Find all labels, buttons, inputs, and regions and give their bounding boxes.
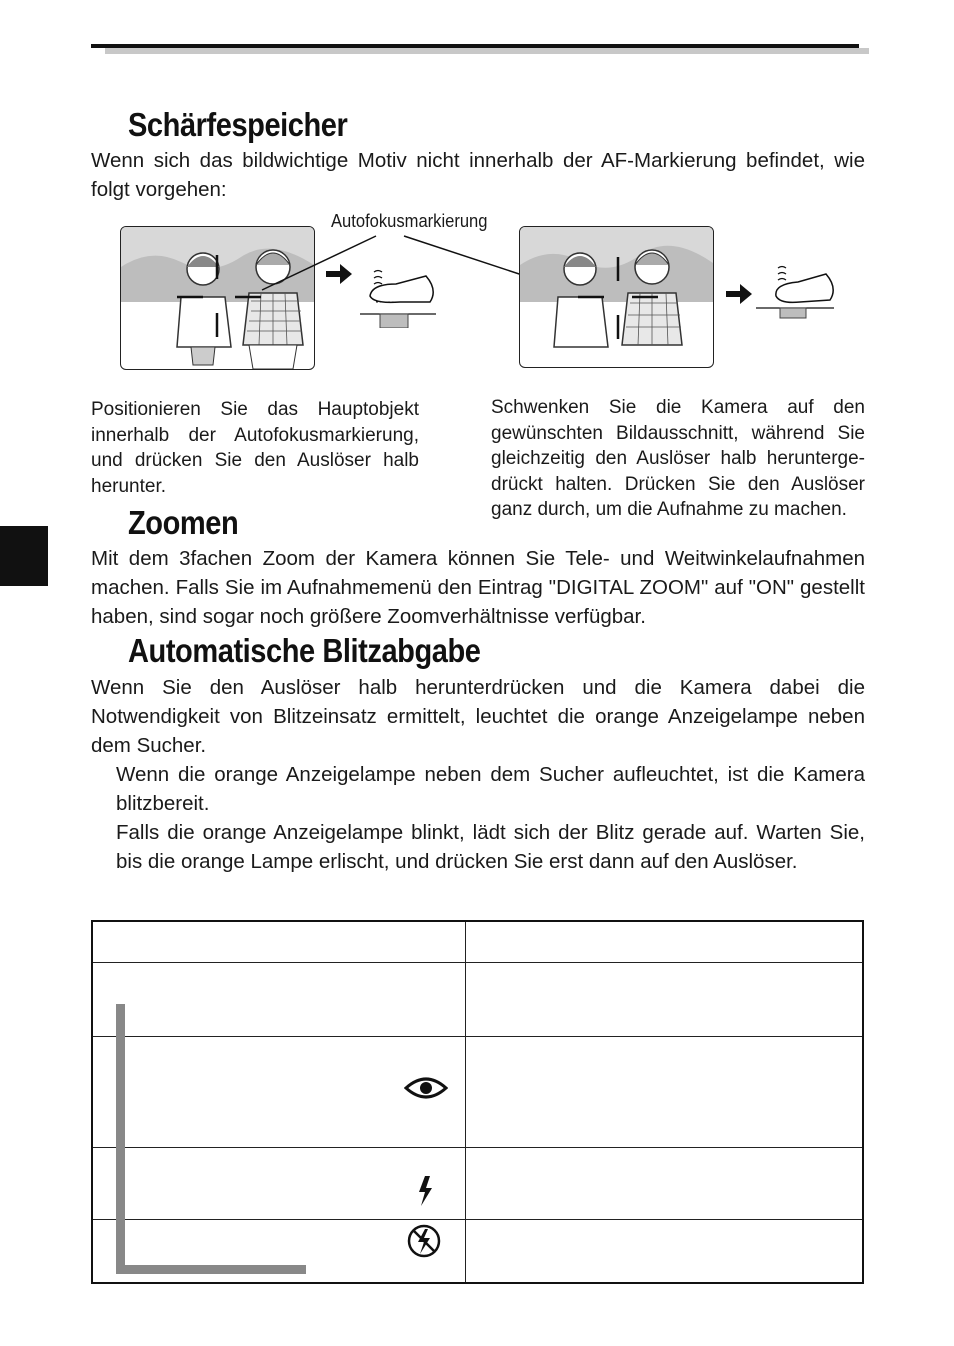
table-column-divider xyxy=(465,922,466,1282)
zoom-text: Mit dem 3fachen Zoom der Kamera können Sie Tele- und Weitwinkelaufnahmen machen. Falls Sie im Aufnahmemenü den Eintrag "DIGITAL ZOOM" auf "ON" gestellt haben, sind sogar noch größere Zoomverhältnisse verfügbar. xyxy=(91,547,865,628)
flash-mode-table xyxy=(91,920,864,1284)
table-bracket xyxy=(116,1004,125,1274)
table-row-divider xyxy=(93,962,862,963)
flash-bullet-1: Wenn die orange Anzeigelampe neben dem Sucher aufleuchtet, ist die Kamera blitzbereit. xyxy=(116,763,865,815)
section-title-focus-lock: Schärfespeicher xyxy=(128,106,348,143)
chapter-tab xyxy=(0,526,48,586)
table-row-divider xyxy=(93,1147,862,1148)
flash-text: Wenn Sie den Auslöser halb herunterdrücken und die Kamera dabei die Notwendigkeit von Blitzeinsatz ermittelt, leuchtet die orange Anzeigelampe neben dem Sucher. xyxy=(91,676,865,757)
arrow-right-icon xyxy=(724,282,754,311)
af-marker-label: Autofokusmarkierung xyxy=(331,211,488,231)
shutter-full-press-icon xyxy=(754,262,838,327)
section-title-zoom: Zoomen xyxy=(128,504,239,541)
af-marker-leader-lines xyxy=(0,0,954,400)
shutter-half-press-icon xyxy=(356,266,440,333)
caption-left: Positionieren Sie das Hauptobjekt innerhalb der Autofokusmarkierung, und drücken Sie den Auslöser halb herunter. xyxy=(91,399,419,497)
caption-right: Schwenken Sie die Kamera auf den gewünschten Bildausschnitt, während Sie gleichzeitig den Auslöser halb herunterge-drückt halten. Drücken Sie den Auslöser ganz durch, um die Aufnahme zu machen. xyxy=(491,397,865,520)
illustration-right xyxy=(519,226,714,368)
focus-lock-intro: Wenn sich das bildwichtige Motiv nicht innerhalb der AF-Markierung befindet, wie folgt vorgehen: xyxy=(91,149,865,201)
flash-off-icon xyxy=(406,1223,442,1264)
table-bracket-foot xyxy=(116,1256,306,1274)
arrow-right-icon xyxy=(324,262,354,291)
red-eye-reduction-icon xyxy=(404,1074,448,1107)
table-row-divider xyxy=(93,1219,862,1220)
table-row-divider xyxy=(93,1036,862,1037)
fill-flash-icon xyxy=(415,1176,435,1211)
section-title-flash: Automatische Blitzabgabe xyxy=(128,632,481,669)
flash-bullet-2: Falls die orange Anzeigelampe blinkt, lädt sich der Blitz gerade auf. Warten Sie, bis die orange Lampe erlischt, und drücken Sie erst dann auf den Auslöser. xyxy=(116,821,865,873)
